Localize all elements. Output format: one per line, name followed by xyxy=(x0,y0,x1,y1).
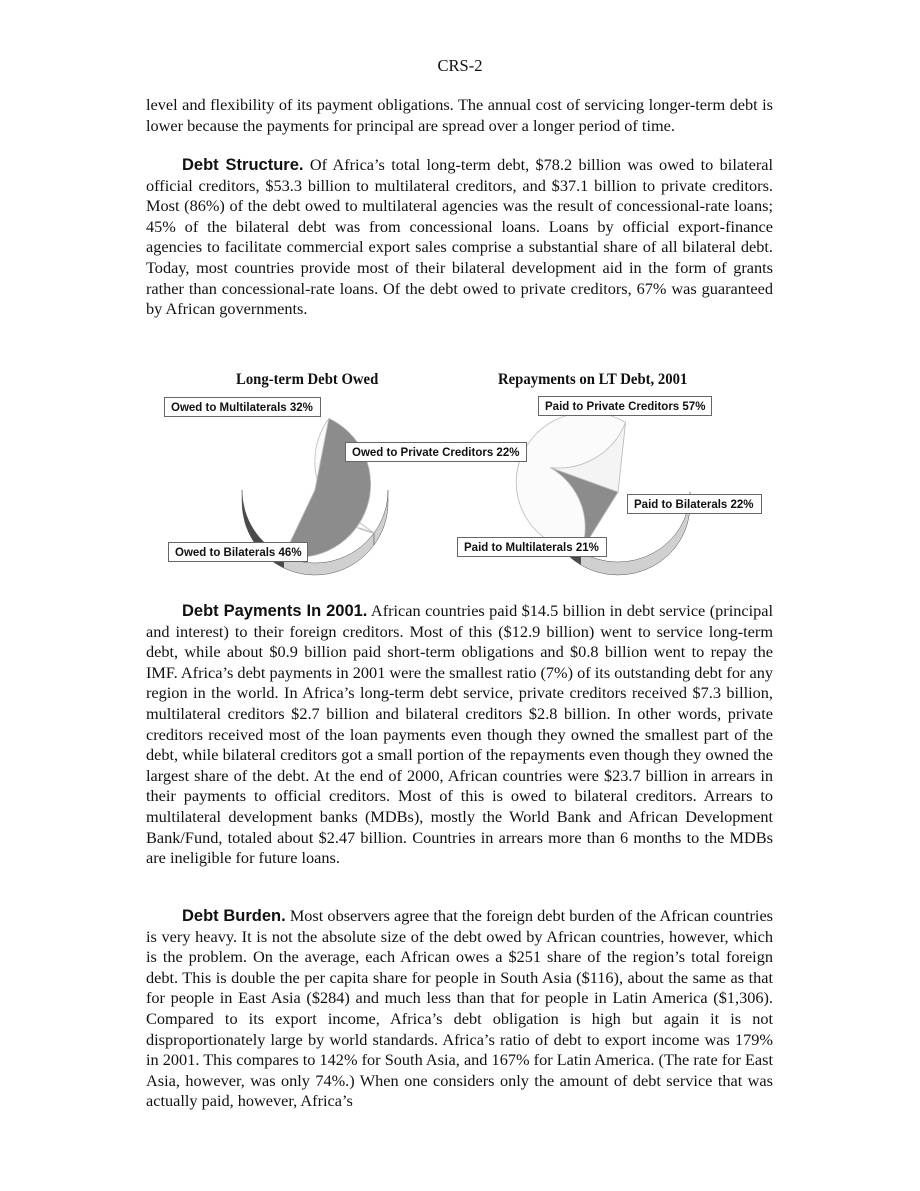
callout-paid-to-bilaterals: Paid to Bilaterals 22% xyxy=(627,494,762,514)
paragraph-debt-payments xyxy=(146,601,773,869)
callout-paid-to-private-creditors: Paid to Private Creditors 57% xyxy=(538,396,712,416)
callout-paid-to-multilaterals: Paid to Multilaterals 21% xyxy=(457,537,607,557)
paragraph-text: Of Africa’s total long-term debt, $78.2 billion was owed to bilateral official creditors, $53.3 billion to multilateral creditors, and $37.1 billion to private creditors. Most (86%) of the debt owed to multilateral agencies was the result of concessional-rate loans; 45% of the bilateral debt was from concessional loans. Loans by official export-finance agencies to facilitate commercial export sales comprise a substantial share of all bilateral debt. Today, most countries provide most of their bilateral development aid in the form of grants rather than concessional-rate loans. Of the debt owed to private creditors, 67% was guaranteed by African governments. xyxy=(146,155,773,319)
section-heading-debt-structure: Debt Structure. xyxy=(182,156,304,174)
callout-owed-to-bilaterals: Owed to Bilaterals 46% xyxy=(168,542,308,562)
callout-owed-to-multilaterals: Owed to Multilaterals 32% xyxy=(164,397,321,417)
paragraph-text: African countries paid $14.5 billion in debt service (principal and interest) to their foreign creditors. Most of this ($12.9 billion) went to service long-term debt, while about $0.9 billion paid short-term obligations and $0.8 billion went to repay the IMF. Africa’s debt payments in 2001 were the smallest ratio (7%) of its outstanding debt for any region in the world. In Africa’s long-term debt service, private creditors received $7.3 billion, multilateral creditors $2.7 billion and bilateral creditors $2.8 billion. In other words, private creditors received most of the loan payments even though they owned the smallest part of the debt, while bilateral creditors got a small portion of the repayments even though they owned the largest share of the debt. At the end of 2000, African countries were $23.7 billion in arrears in their payments to official creditors. Most of this is owed to bilateral creditors. Arrears to multilateral development banks (MDBs), mostly the World Bank and African Development Bank/Fund, totaled about $2.47 billion. Countries in arrears more than 6 months to the MDBs are ineligible for future loans. xyxy=(146,601,774,868)
section-heading-debt-payments: Debt Payments In 2001. xyxy=(182,602,368,620)
chart-title-debt-owed: Long-term Debt Owed xyxy=(236,371,379,388)
paragraph-text: Most observers agree that the foreign debt burden of the African countries is very heavy. It is not the absolute size of the debt owed by African countries, however, which is the problem. On the average, each African owes a $251 share of the region’s total foreign debt. This is double the per capita share for people in South Asia ($116), about the same as that for people in East Asia ($284) and much less than that for people in Latin America ($1,306). Compared to its export income, Africa’s debt obligation is high but again it is not disproportionately large by world standards. Africa’s ratio of debt to export income was 179% in 2001. This compares to 142% for South Asia, and 167% for Latin America. (The rate for East Asia, however, was only 74%.) When one considers only the amount of debt service that was actually paid, however, Africa’s xyxy=(146,906,774,1111)
paragraph-debt-burden xyxy=(146,906,773,1112)
section-heading-debt-burden: Debt Burden. xyxy=(182,907,286,925)
pie1-slice-bilaterals xyxy=(284,418,371,557)
chart-title-repayments: Repayments on LT Debt, 2001 xyxy=(498,371,688,388)
paragraph-text: level and flexibility of its payment obligations. The annual cost of servicing longer-term debt is lower because the payments for principal are spread over a longer period of time. xyxy=(146,95,773,135)
callout-owed-to-private-creditors: Owed to Private Creditors 22% xyxy=(345,442,527,462)
pie1-slice-multilaterals-side xyxy=(374,490,388,545)
page-number: CRS-2 xyxy=(437,56,483,75)
